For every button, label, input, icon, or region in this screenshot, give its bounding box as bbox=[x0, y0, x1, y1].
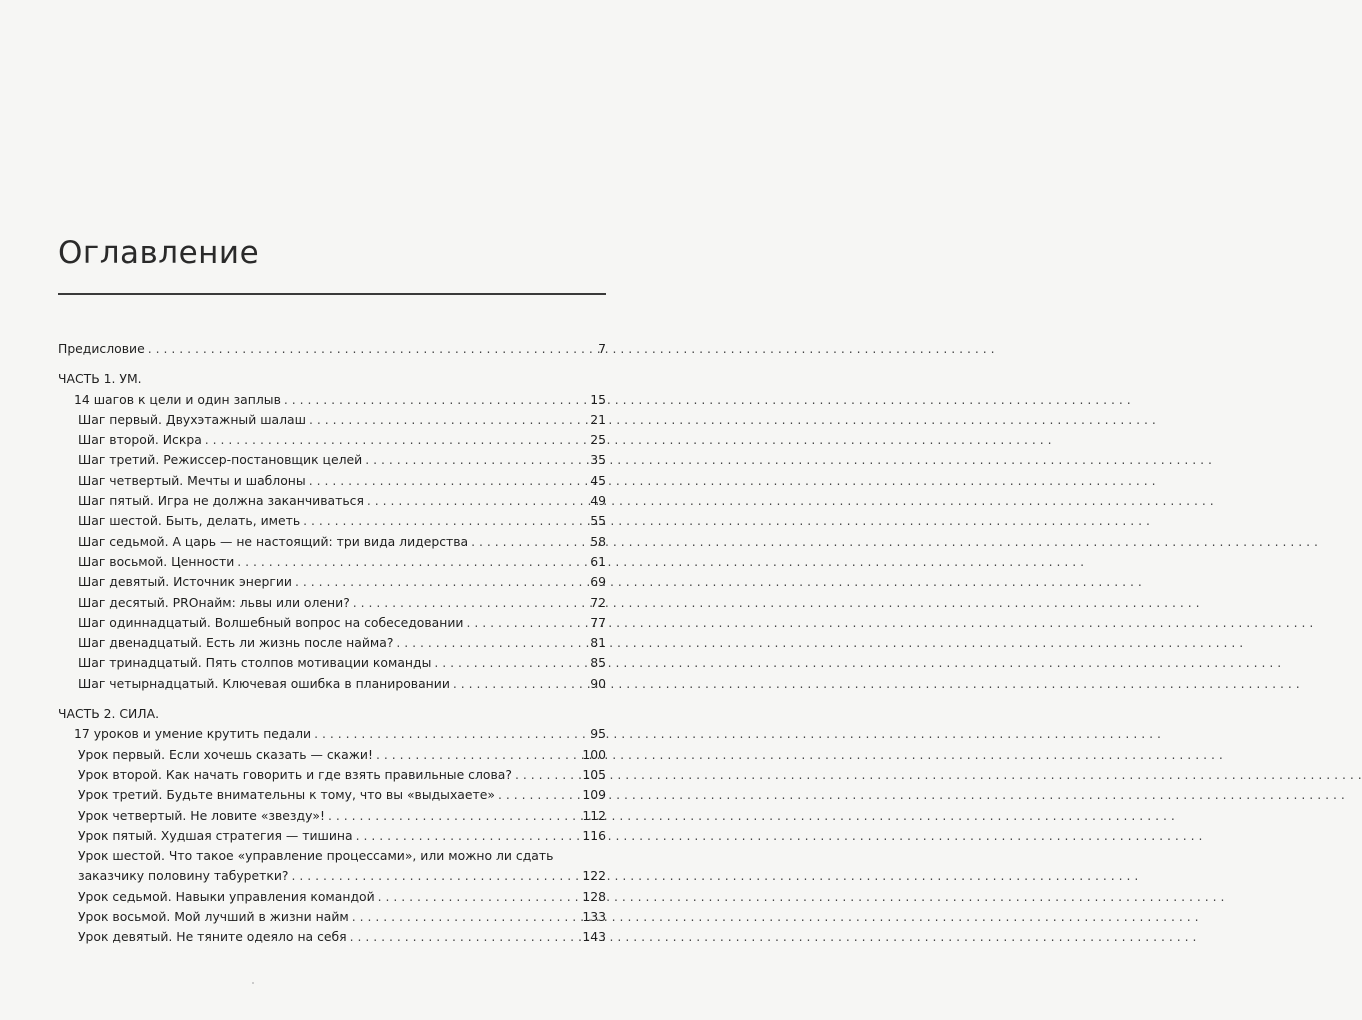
toc-entry-title: Шаг первый. Двухэтажный шалаш bbox=[78, 411, 306, 427]
toc-entry[interactable] bbox=[58, 745, 606, 765]
toc-entry-title: Урок девятый. Не тяните одеяло на себя bbox=[78, 929, 347, 945]
toc-entry-page: 90 bbox=[590, 675, 606, 691]
toc-entry-title: Шаг двенадцатый. Есть ли жизнь после найма? bbox=[78, 635, 394, 651]
dot-leader bbox=[378, 887, 580, 907]
toc-entry[interactable] bbox=[58, 633, 606, 653]
toc-entry[interactable] bbox=[58, 593, 606, 613]
toc-entry[interactable] bbox=[58, 653, 606, 673]
paper-speck bbox=[252, 982, 254, 984]
toc-entry-title: Шаг одиннадцатый. Волшебный вопрос на собеседовании bbox=[78, 614, 464, 630]
dot-leader bbox=[295, 572, 587, 592]
toc-entry-page: 133 bbox=[582, 909, 606, 925]
toc-entry-title: Урок второй. Как начать говорить и где взять правильные слова? bbox=[78, 766, 512, 782]
dot-leader bbox=[353, 593, 587, 613]
toc-entry-multiline[interactable] bbox=[58, 846, 606, 887]
dot-leader bbox=[350, 927, 580, 947]
toc-entry-title: Шаг тринадцатый. Пять столпов мотивации команды bbox=[78, 655, 432, 671]
toc-entry-page: 55 bbox=[590, 513, 606, 529]
toc-entry-title: Урок восьмой. Мой лучший в жизни найм bbox=[78, 909, 349, 925]
toc-entry-page: 35 bbox=[590, 452, 606, 468]
toc-entry-page: 15 bbox=[590, 391, 606, 407]
toc-entry-title: Урок первый. Если хочешь сказать — скажи! bbox=[78, 746, 373, 762]
page-title: Оглавление bbox=[58, 235, 260, 271]
toc-entry-title: Урок четвертый. Не ловите «звезду»! bbox=[78, 807, 325, 823]
toc-entry-page: 116 bbox=[582, 827, 606, 843]
toc-entry[interactable] bbox=[58, 532, 606, 552]
dot-leader bbox=[367, 491, 587, 511]
toc-entry-page: 58 bbox=[590, 533, 606, 549]
toc-entry-page: 109 bbox=[582, 787, 606, 803]
dot-leader bbox=[237, 552, 587, 572]
dot-leader bbox=[328, 806, 579, 826]
toc-entry-line2 bbox=[78, 866, 606, 886]
dot-leader bbox=[314, 724, 587, 744]
toc-entry-title: Шаг седьмой. А царь — не настоящий: три вида лидерства bbox=[78, 533, 469, 549]
toc-entry[interactable] bbox=[58, 552, 606, 572]
toc-entry-title: Шаг восьмой. Ценности bbox=[78, 553, 235, 569]
dot-leader bbox=[309, 471, 588, 491]
toc-entry[interactable] bbox=[58, 674, 606, 694]
dot-leader bbox=[498, 785, 579, 805]
toc-entry-chapter[interactable] bbox=[58, 390, 606, 410]
toc-entry-page: 128 bbox=[582, 888, 606, 904]
toc-entry[interactable] bbox=[58, 887, 606, 907]
toc-entry-title: 14 шагов к цели и один заплыв bbox=[74, 391, 281, 407]
dot-leader bbox=[396, 633, 587, 653]
toc-entry-chapter[interactable] bbox=[58, 724, 606, 744]
toc-entry[interactable] bbox=[58, 907, 606, 927]
title-rule bbox=[58, 293, 606, 295]
toc-entry-page: 81 bbox=[590, 635, 606, 651]
toc-entry-page: 61 bbox=[590, 553, 606, 569]
toc-entry-page: 112 bbox=[582, 807, 606, 823]
dot-leader bbox=[292, 866, 580, 886]
toc-entry-page: 25 bbox=[590, 432, 606, 448]
dot-leader bbox=[205, 430, 587, 450]
toc-entry-title: Шаг пятый. Игра не должна заканчиваться bbox=[78, 493, 364, 509]
dot-leader bbox=[352, 907, 580, 927]
toc-entry[interactable] bbox=[58, 927, 606, 947]
dot-leader bbox=[471, 532, 587, 552]
toc-entry-title: Урок седьмой. Навыки управления командой bbox=[78, 888, 375, 904]
toc-entry[interactable] bbox=[58, 572, 606, 592]
dot-leader bbox=[515, 765, 579, 785]
toc-entry-title: Шаг шестой. Быть, делать, иметь bbox=[78, 513, 301, 529]
toc-entry-page: 69 bbox=[590, 574, 606, 590]
toc-entry[interactable] bbox=[58, 491, 606, 511]
toc-entry-title: Урок пятый. Худшая стратегия — тишина bbox=[78, 827, 353, 843]
dot-leader bbox=[284, 390, 587, 410]
toc-entry[interactable] bbox=[58, 450, 606, 470]
toc-entry-page: 143 bbox=[582, 929, 606, 945]
dot-leader bbox=[365, 450, 587, 470]
dot-leader bbox=[466, 613, 587, 633]
toc-entry[interactable] bbox=[58, 765, 606, 785]
toc-entry-title: Шаг десятый. PROнайм: львы или олени? bbox=[78, 594, 350, 610]
table-of-contents bbox=[58, 339, 606, 948]
toc-entry-page: 77 bbox=[590, 614, 606, 630]
dot-leader bbox=[303, 511, 587, 531]
toc-entry-page: 122 bbox=[582, 868, 606, 884]
toc-entry-page: 7 bbox=[598, 341, 606, 356]
toc-entry[interactable] bbox=[58, 826, 606, 846]
toc-entry-page: 72 bbox=[590, 594, 606, 610]
dot-leader bbox=[148, 339, 595, 359]
dot-leader bbox=[376, 745, 579, 765]
toc-entry-title: Предисловие bbox=[58, 341, 145, 356]
dot-leader bbox=[309, 410, 587, 430]
toc-entry-page: 100 bbox=[582, 746, 606, 762]
toc-entry-title: Шаг четырнадцатый. Ключевая ошибка в планировании bbox=[78, 675, 450, 691]
book-page bbox=[0, 0, 652, 1020]
toc-entry[interactable] bbox=[58, 410, 606, 430]
toc-entry-title: 17 уроков и умение крутить педали bbox=[74, 726, 312, 742]
toc-entry-title: Шаг девятый. Источник энергии bbox=[78, 574, 292, 590]
toc-entry-title: Шаг четвертый. Мечты и шаблоны bbox=[78, 472, 306, 488]
toc-entry-title-line1: Урок шестой. Что такое «управление процессами», или можно ли сдать bbox=[78, 848, 554, 864]
toc-entry-page: 45 bbox=[590, 472, 606, 488]
dot-leader bbox=[434, 653, 587, 673]
part-heading-2: ЧАСТЬ 2. СИЛА. bbox=[58, 706, 160, 722]
toc-entry-preface[interactable] bbox=[58, 339, 606, 359]
toc-entry-page: 95 bbox=[590, 726, 606, 742]
toc-entry-page: 85 bbox=[590, 655, 606, 671]
toc-entry-title-line2: заказчику половину табуретки? bbox=[78, 868, 289, 884]
toc-entry-title: Шаг третий. Режиссер-постановщик целей bbox=[78, 452, 363, 468]
toc-entry[interactable] bbox=[58, 511, 606, 531]
toc-entry-title: Урок третий. Будьте внимательны к тому, что вы «выдыхаете» bbox=[78, 787, 495, 803]
toc-entry-page: 21 bbox=[590, 411, 606, 427]
toc-entry[interactable] bbox=[58, 806, 606, 826]
toc-entry[interactable] bbox=[58, 430, 606, 450]
toc-entry[interactable] bbox=[58, 613, 606, 633]
toc-entry-title: Шаг второй. Искра bbox=[78, 432, 202, 448]
toc-entry-page: 105 bbox=[582, 766, 606, 782]
dot-leader bbox=[356, 826, 580, 846]
toc-entry[interactable] bbox=[58, 471, 606, 491]
part-heading-1: ЧАСТЬ 1. УМ. bbox=[58, 371, 142, 387]
toc-entry[interactable] bbox=[58, 785, 606, 805]
dot-leader bbox=[453, 674, 587, 694]
toc-entry-page: 49 bbox=[590, 493, 606, 509]
